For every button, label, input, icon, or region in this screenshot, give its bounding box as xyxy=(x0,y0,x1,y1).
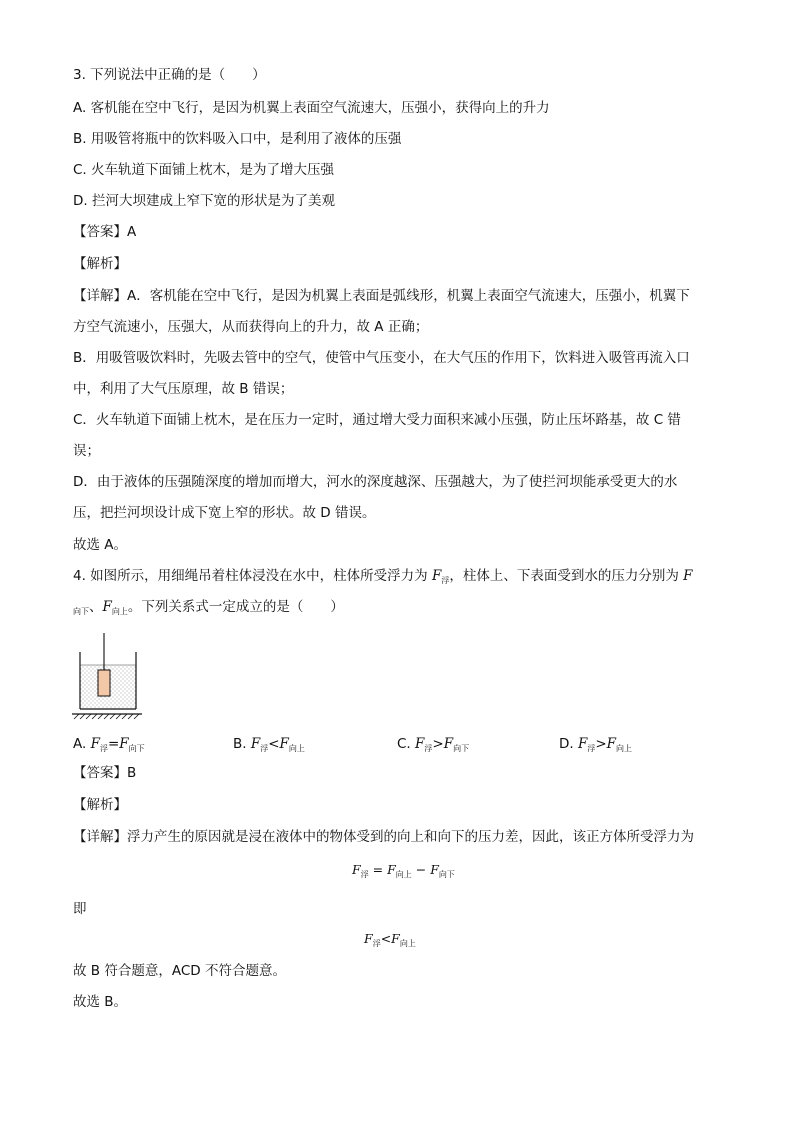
q4-answer: 【答案】B xyxy=(73,765,137,781)
formula-buoyancy-difference: $F_浮 = F_{向上} - F_{向下}$ xyxy=(352,862,455,879)
f-up-symbol: $F_{向上}$ xyxy=(102,599,128,616)
q3-detail-line-6: 误； xyxy=(73,443,100,459)
q3-option-a: A. 客机能在空中飞行，是因为机翼上表面空气流速大，压强小，获得向上的升力 xyxy=(73,100,550,116)
f-buoyancy-symbol: $F_浮$ xyxy=(431,568,450,585)
ground-hatch xyxy=(74,714,139,719)
q3-detail-line-2: 方空气流速小，压强大，从而获得向上的升力，故 A 正确； xyxy=(73,319,429,335)
q4-so: 即 xyxy=(73,901,87,917)
q4-analysis-heading: 【解析】 xyxy=(73,797,127,813)
q4-option-d: D. $F_浮>F_{向上}$ xyxy=(559,736,633,753)
q4-detail-line-1: 【详解】浮力产生的原因就是浸在液体中的物体受到的向上和向下的压力差，因此，该正方体所受浮力为 xyxy=(73,829,694,845)
q3-stem: 3. 下列说法中正确的是（ ） xyxy=(73,67,266,83)
submerged-block-figure xyxy=(70,630,150,720)
q3-option-c: C. 火车轨道下面铺上枕木，是为了增大压强 xyxy=(73,162,335,178)
q3-analysis-heading: 【解析】 xyxy=(73,256,127,272)
q4-stem-line-1: 4. 如图所示，用细绳吊着柱体浸没在水中，柱体所受浮力为 $F_浮$，柱体上、下表面受到水的压力分别为 F xyxy=(73,568,693,585)
q3-detail-line-1: 【详解】A．客机能在空中飞行，是因为机翼上表面是弧线形，机翼上表面空气流速大，压强小，机翼下 xyxy=(73,288,690,304)
q4-option-a: A. $F_浮=F_{向下}$ xyxy=(73,736,145,753)
q3-detail-line-7: D．由于液体的压强随深度的增加而增大，河水的深度越深、压强越大，为了使拦河坝能承受更大的水 xyxy=(73,474,678,490)
cylinder-block xyxy=(98,670,110,696)
q3-option-b: B. 用吸管将瓶中的饮料吸入口中，是利用了液体的压强 xyxy=(73,131,402,147)
q3-detail-line-8: 压，把拦河坝设计成下宽上窄的形状。故 D 错误。 xyxy=(73,505,376,521)
q3-detail-line-3: B．用吸管吸饮料时，先吸去管中的空气，使管中气压变小，在大气压的作用下，饮料进入吸管再流入口 xyxy=(73,350,690,366)
formula-inequality: $F_浮<F_{向上}$ xyxy=(364,931,416,948)
q4-option-b: B. $F_浮<F_{向上}$ xyxy=(233,736,305,753)
q4-stem-line-2: $_{向下}$、$F_{向上}$。下列关系式一定成立的是（ ） xyxy=(73,599,344,616)
q3-conclusion: 故选 A。 xyxy=(73,537,128,553)
q4-conclusion: 故选 B。 xyxy=(73,994,128,1010)
q4-option-c: C. $F_浮>F_{向下}$ xyxy=(397,736,470,753)
q4-detail-line-2: 故 B 符合题意，ACD 不符合题意。 xyxy=(73,963,286,979)
q3-detail-line-5: C．火车轨道下面铺上枕木，是在压力一定时，通过增大受力面积来减小压强，防止压坏路基，故 C 错 xyxy=(73,412,681,428)
q3-answer: 【答案】A xyxy=(73,224,137,240)
q3-detail-line-4: 中，利用了大气压原理，故 B 错误； xyxy=(73,381,294,397)
q3-option-d: D. 拦河大坝建成上窄下宽的形状是为了美观 xyxy=(73,193,335,209)
